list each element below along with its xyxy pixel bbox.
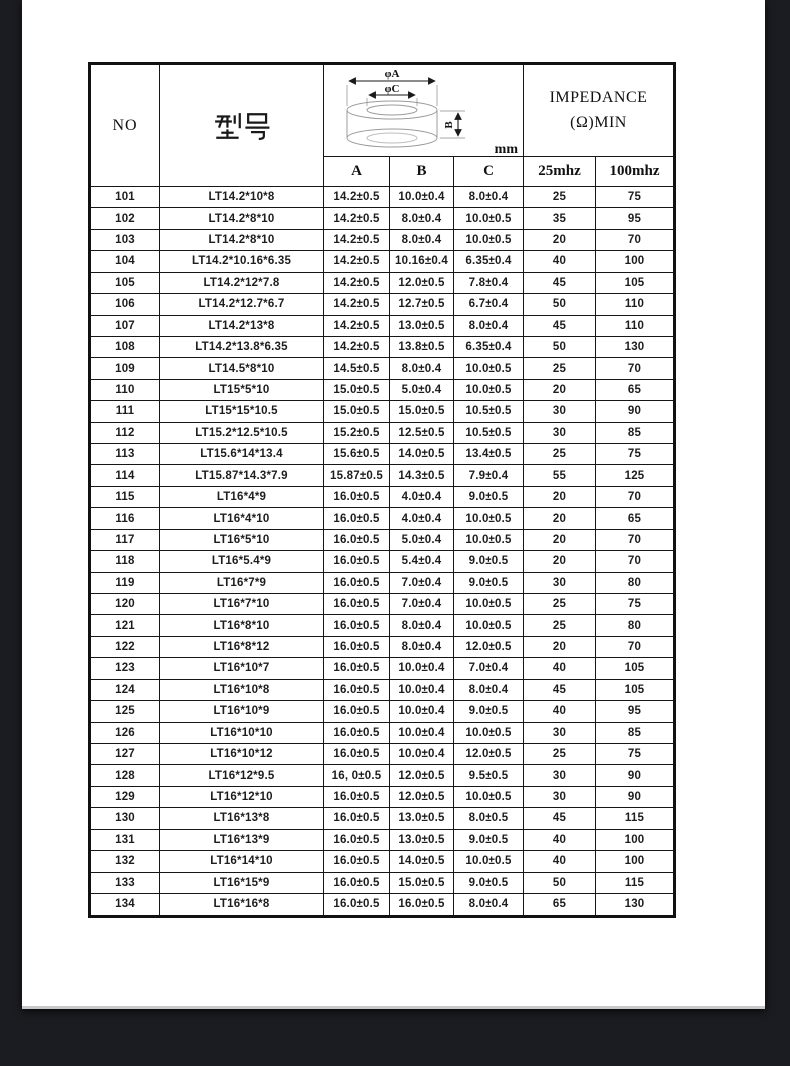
cell-a: 16.0±0.5 <box>324 829 390 850</box>
cell-a: 16, 0±0.5 <box>324 765 390 786</box>
cell-no: 104 <box>90 251 160 272</box>
table-row <box>90 701 675 722</box>
cell-b: 15.0±0.5 <box>390 872 454 893</box>
cell-c: 8.0±0.4 <box>454 679 524 700</box>
table-row <box>90 401 675 422</box>
cell-c: 10.0±0.5 <box>454 508 524 529</box>
cell-a: 16.0±0.5 <box>324 529 390 550</box>
cell-c: 10.0±0.5 <box>454 594 524 615</box>
cell-b: 8.0±0.4 <box>390 615 454 636</box>
cell-no: 106 <box>90 294 160 315</box>
cell-25mhz: 40 <box>524 701 596 722</box>
cell-a: 14.5±0.5 <box>324 358 390 379</box>
table-row <box>90 422 675 443</box>
cell-b: 8.0±0.4 <box>390 229 454 250</box>
spec-table-body <box>90 187 675 917</box>
cell-b: 10.0±0.4 <box>390 743 454 764</box>
cell-c: 9.0±0.5 <box>454 872 524 893</box>
cell-100mhz: 75 <box>596 743 675 764</box>
table-row <box>90 336 675 357</box>
cell-100mhz: 65 <box>596 379 675 400</box>
cell-25mhz: 40 <box>524 851 596 872</box>
cell-c: 10.0±0.5 <box>454 358 524 379</box>
cell-no: 128 <box>90 765 160 786</box>
cell-b: 7.0±0.4 <box>390 594 454 615</box>
cell-100mhz: 110 <box>596 294 675 315</box>
cell-no: 109 <box>90 358 160 379</box>
cell-25mhz: 45 <box>524 808 596 829</box>
cell-b: 5.0±0.4 <box>390 529 454 550</box>
table-row <box>90 829 675 850</box>
cell-b: 10.0±0.4 <box>390 658 454 679</box>
table-row <box>90 272 675 293</box>
cell-model: LT16*8*12 <box>160 636 324 657</box>
cell-100mhz: 80 <box>596 572 675 593</box>
cell-no: 116 <box>90 508 160 529</box>
cell-25mhz: 50 <box>524 294 596 315</box>
cell-c: 13.4±0.5 <box>454 444 524 465</box>
impedance-unit: (Ω)MIN <box>570 113 627 131</box>
cell-model: LT16*10*9 <box>160 701 324 722</box>
document-page <box>22 0 765 1009</box>
cell-no: 122 <box>90 636 160 657</box>
cell-a: 16.0±0.5 <box>324 893 390 916</box>
col-header-25mhz: 25mhz <box>524 157 596 187</box>
cell-25mhz: 40 <box>524 658 596 679</box>
cell-no: 123 <box>90 658 160 679</box>
cell-c: 10.5±0.5 <box>454 422 524 443</box>
cell-100mhz: 70 <box>596 229 675 250</box>
cell-25mhz: 25 <box>524 615 596 636</box>
cell-100mhz: 110 <box>596 315 675 336</box>
cell-model: LT16*8*10 <box>160 615 324 636</box>
table-row <box>90 658 675 679</box>
cell-a: 14.2±0.5 <box>324 208 390 229</box>
cell-no: 132 <box>90 851 160 872</box>
cell-model: LT16*5.4*9 <box>160 551 324 572</box>
col-header-impedance <box>524 64 675 157</box>
cell-b: 15.0±0.5 <box>390 401 454 422</box>
cell-b: 13.0±0.5 <box>390 808 454 829</box>
cell-b: 13.0±0.5 <box>390 315 454 336</box>
core-dimension-diagram <box>324 64 524 157</box>
model-header-glyphs <box>214 112 270 140</box>
cell-model: LT16*13*8 <box>160 808 324 829</box>
cell-no: 126 <box>90 722 160 743</box>
cell-100mhz: 100 <box>596 829 675 850</box>
cell-a: 16.0±0.5 <box>324 808 390 829</box>
table-row <box>90 594 675 615</box>
cell-100mhz: 70 <box>596 358 675 379</box>
cell-25mhz: 50 <box>524 872 596 893</box>
cell-100mhz: 65 <box>596 508 675 529</box>
cell-model: LT16*10*7 <box>160 658 324 679</box>
table-row <box>90 743 675 764</box>
table-row <box>90 294 675 315</box>
cell-25mhz: 20 <box>524 379 596 400</box>
cell-c: 6.35±0.4 <box>454 251 524 272</box>
inner-diameter-label: φC <box>384 83 400 95</box>
cell-100mhz: 105 <box>596 658 675 679</box>
cell-no: 101 <box>90 187 160 208</box>
cell-25mhz: 50 <box>524 336 596 357</box>
cell-25mhz: 35 <box>524 208 596 229</box>
cell-b: 4.0±0.4 <box>390 486 454 507</box>
cell-c: 10.0±0.5 <box>454 851 524 872</box>
cell-c: 7.8±0.4 <box>454 272 524 293</box>
table-row <box>90 529 675 550</box>
table-row <box>90 508 675 529</box>
cell-c: 10.0±0.5 <box>454 722 524 743</box>
cell-model: LT16*4*9 <box>160 486 324 507</box>
cell-b: 12.0±0.5 <box>390 272 454 293</box>
impedance-title: IMPEDANCE <box>549 88 648 106</box>
cell-no: 110 <box>90 379 160 400</box>
col-header-no: NO <box>90 64 160 187</box>
outer-diameter-label: φA <box>384 68 400 80</box>
cell-c: 12.0±0.5 <box>454 636 524 657</box>
cell-a: 16.0±0.5 <box>324 572 390 593</box>
table-row <box>90 679 675 700</box>
cell-model: LT16*10*12 <box>160 743 324 764</box>
cell-25mhz: 30 <box>524 572 596 593</box>
cell-a: 14.2±0.5 <box>324 336 390 357</box>
cell-model: LT14.2*12*7.8 <box>160 272 324 293</box>
cell-no: 124 <box>90 679 160 700</box>
cell-a: 15.87±0.5 <box>324 465 390 486</box>
cell-a: 15.0±0.5 <box>324 379 390 400</box>
cell-a: 14.2±0.5 <box>324 315 390 336</box>
cell-c: 9.0±0.5 <box>454 486 524 507</box>
cell-no: 129 <box>90 786 160 807</box>
cell-no: 103 <box>90 229 160 250</box>
cell-c: 6.7±0.4 <box>454 294 524 315</box>
cell-model: LT14.2*8*10 <box>160 229 324 250</box>
cell-model: LT15.87*14.3*7.9 <box>160 465 324 486</box>
cell-100mhz: 80 <box>596 615 675 636</box>
cell-100mhz: 70 <box>596 486 675 507</box>
table-row <box>90 572 675 593</box>
cell-25mhz: 25 <box>524 187 596 208</box>
cell-100mhz: 105 <box>596 679 675 700</box>
table-row <box>90 893 675 916</box>
table-row <box>90 851 675 872</box>
cell-no: 119 <box>90 572 160 593</box>
cell-25mhz: 45 <box>524 315 596 336</box>
cell-model: LT14.2*10.16*6.35 <box>160 251 324 272</box>
cell-b: 14.3±0.5 <box>390 465 454 486</box>
cell-c: 9.0±0.5 <box>454 551 524 572</box>
cell-100mhz: 75 <box>596 187 675 208</box>
cell-no: 105 <box>90 272 160 293</box>
table-row <box>90 636 675 657</box>
cell-b: 10.16±0.4 <box>390 251 454 272</box>
cell-a: 14.2±0.5 <box>324 187 390 208</box>
cell-b: 10.0±0.4 <box>390 722 454 743</box>
cell-model: LT16*13*9 <box>160 829 324 850</box>
cell-c: 10.5±0.5 <box>454 401 524 422</box>
cell-model: LT16*4*10 <box>160 508 324 529</box>
cell-b: 4.0±0.4 <box>390 508 454 529</box>
cell-100mhz: 130 <box>596 893 675 916</box>
cell-model: LT16*16*8 <box>160 893 324 916</box>
col-header-b: B <box>390 157 454 187</box>
cell-no: 127 <box>90 743 160 764</box>
cell-a: 16.0±0.5 <box>324 615 390 636</box>
col-header-c: C <box>454 157 524 187</box>
table-row <box>90 722 675 743</box>
col-header-a: A <box>324 157 390 187</box>
cell-b: 7.0±0.4 <box>390 572 454 593</box>
cell-c: 10.0±0.5 <box>454 786 524 807</box>
cell-b: 10.0±0.4 <box>390 701 454 722</box>
cell-100mhz: 95 <box>596 701 675 722</box>
cell-100mhz: 115 <box>596 808 675 829</box>
cell-model: LT16*10*8 <box>160 679 324 700</box>
cell-c: 10.0±0.5 <box>454 379 524 400</box>
cell-model: LT14.2*12.7*6.7 <box>160 294 324 315</box>
table-row <box>90 444 675 465</box>
cell-100mhz: 100 <box>596 851 675 872</box>
cell-25mhz: 20 <box>524 229 596 250</box>
table-row <box>90 251 675 272</box>
cell-b: 16.0±0.5 <box>390 893 454 916</box>
cell-b: 8.0±0.4 <box>390 358 454 379</box>
table-row <box>90 229 675 250</box>
cell-25mhz: 65 <box>524 893 596 916</box>
cell-c: 9.0±0.5 <box>454 701 524 722</box>
cell-c: 10.0±0.5 <box>454 229 524 250</box>
cell-25mhz: 25 <box>524 358 596 379</box>
cell-model: LT15.6*14*13.4 <box>160 444 324 465</box>
cell-model: LT16*12*9.5 <box>160 765 324 786</box>
cell-b: 12.5±0.5 <box>390 422 454 443</box>
cell-100mhz: 70 <box>596 636 675 657</box>
cell-model: LT14.2*10*8 <box>160 187 324 208</box>
header-row-main <box>90 64 675 157</box>
cell-25mhz: 30 <box>524 765 596 786</box>
cell-c: 10.0±0.5 <box>454 615 524 636</box>
cell-model: LT16*10*10 <box>160 722 324 743</box>
cell-c: 9.0±0.5 <box>454 572 524 593</box>
cell-25mhz: 20 <box>524 529 596 550</box>
cell-no: 120 <box>90 594 160 615</box>
cell-model: LT14.2*8*10 <box>160 208 324 229</box>
cell-a: 15.2±0.5 <box>324 422 390 443</box>
cell-c: 8.0±0.4 <box>454 187 524 208</box>
table-row <box>90 465 675 486</box>
cell-25mhz: 20 <box>524 636 596 657</box>
cell-c: 7.0±0.4 <box>454 658 524 679</box>
cell-a: 16.0±0.5 <box>324 851 390 872</box>
cell-25mhz: 20 <box>524 551 596 572</box>
table-row <box>90 486 675 507</box>
cell-c: 10.0±0.5 <box>454 529 524 550</box>
cell-model: LT15*15*10.5 <box>160 401 324 422</box>
cell-no: 134 <box>90 893 160 916</box>
cell-a: 16.0±0.5 <box>324 594 390 615</box>
cell-100mhz: 70 <box>596 529 675 550</box>
table-row <box>90 379 675 400</box>
cell-b: 13.0±0.5 <box>390 829 454 850</box>
cell-100mhz: 115 <box>596 872 675 893</box>
cell-no: 131 <box>90 829 160 850</box>
cell-model: LT16*14*10 <box>160 851 324 872</box>
table-row <box>90 786 675 807</box>
cell-a: 16.0±0.5 <box>324 701 390 722</box>
cell-c: 8.0±0.4 <box>454 315 524 336</box>
cell-25mhz: 25 <box>524 743 596 764</box>
cell-no: 125 <box>90 701 160 722</box>
cell-100mhz: 85 <box>596 722 675 743</box>
cell-c: 6.35±0.4 <box>454 336 524 357</box>
cell-no: 117 <box>90 529 160 550</box>
cell-a: 16.0±0.5 <box>324 551 390 572</box>
cell-25mhz: 40 <box>524 829 596 850</box>
cell-c: 9.0±0.5 <box>454 829 524 850</box>
cell-25mhz: 40 <box>524 251 596 272</box>
cell-no: 107 <box>90 315 160 336</box>
cell-a: 16.0±0.5 <box>324 486 390 507</box>
cell-c: 8.0±0.4 <box>454 893 524 916</box>
cell-a: 14.2±0.5 <box>324 272 390 293</box>
cell-a: 16.0±0.5 <box>324 679 390 700</box>
cell-model: LT16*7*10 <box>160 594 324 615</box>
cell-100mhz: 90 <box>596 765 675 786</box>
cell-a: 14.2±0.5 <box>324 251 390 272</box>
cell-25mhz: 25 <box>524 444 596 465</box>
cell-no: 121 <box>90 615 160 636</box>
cell-no: 114 <box>90 465 160 486</box>
cell-b: 5.4±0.4 <box>390 551 454 572</box>
cell-c: 7.9±0.4 <box>454 465 524 486</box>
cell-c: 10.0±0.5 <box>454 208 524 229</box>
cell-model: LT16*7*9 <box>160 572 324 593</box>
cell-model: LT14.2*13*8 <box>160 315 324 336</box>
cell-b: 14.0±0.5 <box>390 444 454 465</box>
cell-no: 112 <box>90 422 160 443</box>
toroid-core-icon <box>324 65 524 156</box>
cell-100mhz: 100 <box>596 251 675 272</box>
cell-a: 15.0±0.5 <box>324 401 390 422</box>
cell-model: LT14.2*13.8*6.35 <box>160 336 324 357</box>
cell-no: 102 <box>90 208 160 229</box>
cell-a: 15.6±0.5 <box>324 444 390 465</box>
cell-b: 14.0±0.5 <box>390 851 454 872</box>
table-row <box>90 765 675 786</box>
cell-b: 5.0±0.4 <box>390 379 454 400</box>
cell-a: 16.0±0.5 <box>324 786 390 807</box>
table-row <box>90 187 675 208</box>
cell-a: 14.2±0.5 <box>324 294 390 315</box>
cell-25mhz: 20 <box>524 508 596 529</box>
cell-100mhz: 105 <box>596 272 675 293</box>
cell-25mhz: 30 <box>524 722 596 743</box>
cell-25mhz: 25 <box>524 594 596 615</box>
cell-c: 9.5±0.5 <box>454 765 524 786</box>
table-row <box>90 615 675 636</box>
cell-a: 16.0±0.5 <box>324 636 390 657</box>
cell-a: 16.0±0.5 <box>324 658 390 679</box>
cell-100mhz: 130 <box>596 336 675 357</box>
table-row <box>90 208 675 229</box>
cell-b: 10.0±0.4 <box>390 187 454 208</box>
cell-a: 14.2±0.5 <box>324 229 390 250</box>
cell-25mhz: 30 <box>524 401 596 422</box>
cell-100mhz: 70 <box>596 551 675 572</box>
spec-table <box>88 62 676 918</box>
cell-100mhz: 75 <box>596 444 675 465</box>
cell-model: LT16*12*10 <box>160 786 324 807</box>
col-header-100mhz: 100mhz <box>596 157 675 187</box>
cell-no: 111 <box>90 401 160 422</box>
cell-a: 16.0±0.5 <box>324 508 390 529</box>
table-row <box>90 808 675 829</box>
cell-b: 13.8±0.5 <box>390 336 454 357</box>
cell-100mhz: 90 <box>596 401 675 422</box>
cell-100mhz: 75 <box>596 594 675 615</box>
cell-no: 130 <box>90 808 160 829</box>
cell-model: LT16*5*10 <box>160 529 324 550</box>
cell-model: LT16*15*9 <box>160 872 324 893</box>
cell-no: 118 <box>90 551 160 572</box>
cell-c: 12.0±0.5 <box>454 743 524 764</box>
cell-25mhz: 55 <box>524 465 596 486</box>
cell-a: 16.0±0.5 <box>324 743 390 764</box>
cell-b: 12.0±0.5 <box>390 765 454 786</box>
table-row <box>90 551 675 572</box>
col-header-model <box>160 64 324 187</box>
cell-b: 8.0±0.4 <box>390 208 454 229</box>
cell-25mhz: 30 <box>524 786 596 807</box>
table-row <box>90 315 675 336</box>
cell-25mhz: 30 <box>524 422 596 443</box>
unit-label: mm <box>494 142 518 156</box>
cell-100mhz: 85 <box>596 422 675 443</box>
table-row <box>90 358 675 379</box>
cell-25mhz: 45 <box>524 272 596 293</box>
height-label: B <box>443 121 455 129</box>
cell-a: 16.0±0.5 <box>324 722 390 743</box>
cell-model: LT14.5*8*10 <box>160 358 324 379</box>
cell-model: LT15.2*12.5*10.5 <box>160 422 324 443</box>
cell-b: 12.7±0.5 <box>390 294 454 315</box>
cell-100mhz: 90 <box>596 786 675 807</box>
cell-100mhz: 95 <box>596 208 675 229</box>
cell-b: 8.0±0.4 <box>390 636 454 657</box>
table-row <box>90 872 675 893</box>
cell-25mhz: 20 <box>524 486 596 507</box>
cell-b: 12.0±0.5 <box>390 786 454 807</box>
cell-c: 8.0±0.5 <box>454 808 524 829</box>
cell-no: 133 <box>90 872 160 893</box>
cell-model: LT15*5*10 <box>160 379 324 400</box>
cell-no: 108 <box>90 336 160 357</box>
cell-b: 10.0±0.4 <box>390 679 454 700</box>
cell-25mhz: 45 <box>524 679 596 700</box>
cell-a: 16.0±0.5 <box>324 872 390 893</box>
cell-no: 113 <box>90 444 160 465</box>
cell-no: 115 <box>90 486 160 507</box>
cell-100mhz: 125 <box>596 465 675 486</box>
